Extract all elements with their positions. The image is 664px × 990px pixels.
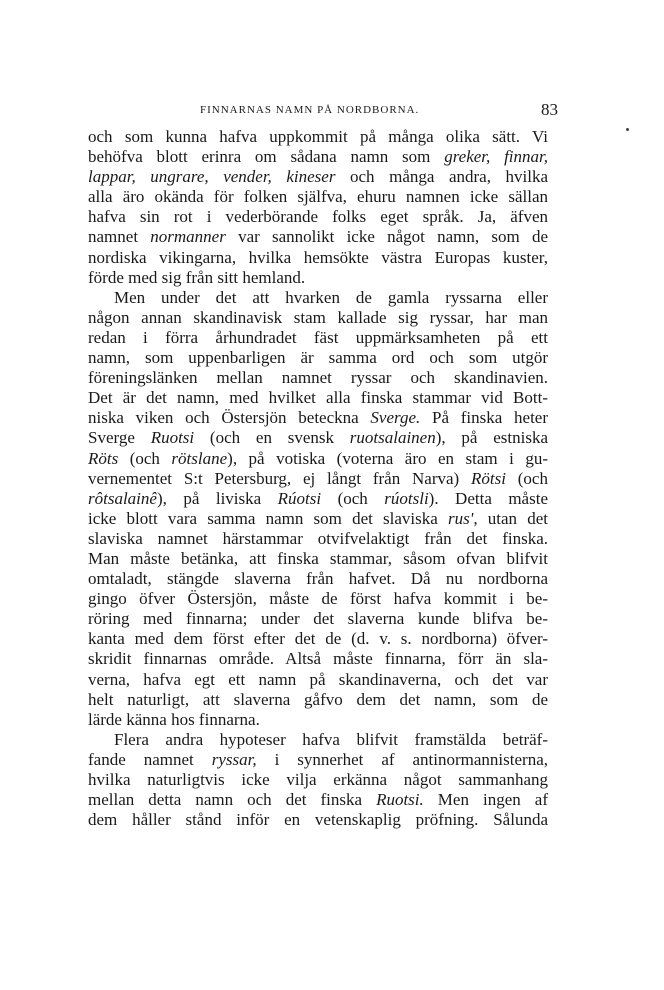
italic-term: rúotsli — [384, 488, 429, 508]
text-run: kanta med dem först efter det de (d. v. s. nordborna) öfver- — [88, 629, 548, 649]
text-run: hafva sin rot i vederbörande folks eget språk. Ja, äfven — [88, 207, 548, 227]
text-line — [88, 449, 548, 469]
text-run: gingo öfver Östersjön, måste de först hafva kommit i be- — [88, 589, 548, 609]
text-line — [88, 268, 548, 288]
text-line — [88, 328, 548, 348]
text-run: Man måste betänka, att finska stammar, såsom ofvan blifvit — [88, 548, 548, 568]
text-line — [88, 187, 548, 207]
body-text — [88, 127, 548, 830]
text-run: var sannolikt icke något namn, som de — [225, 227, 548, 247]
text-run: fande namnet — [88, 749, 212, 769]
text-line — [88, 810, 548, 830]
italic-term: normanner — [150, 227, 226, 247]
text-line — [88, 589, 548, 609]
text-run: namnet — [88, 227, 151, 247]
text-line — [88, 690, 548, 710]
text-run: ), på liviska — [156, 488, 278, 508]
text-run: helt naturligt, att slaverna gåfvo dem det namn, som de — [88, 689, 548, 709]
text-line — [88, 308, 548, 328]
italic-term: rus' — [447, 508, 474, 528]
text-run: och många andra, hvilka — [335, 167, 548, 187]
text-line — [88, 207, 548, 227]
italic-term: rôtsalainê — [88, 488, 157, 508]
italic-term: Ruotsi. — [376, 790, 424, 810]
italic-term: Ruotsi — [150, 428, 195, 448]
text-run: verna, hafva egt ett namn på skandinaverna, och det var — [88, 669, 548, 689]
text-run: nordiska vikingarna, hvilka hemsökte västra Europas kuster, — [88, 247, 548, 267]
text-line — [88, 730, 548, 750]
text-line — [88, 248, 548, 268]
text-line — [88, 368, 548, 388]
text-run: På finska heter — [420, 408, 549, 428]
text-run: , utan det — [473, 508, 548, 528]
text-line — [88, 509, 548, 529]
text-run: röring med finnarna; under det slaverna kunde blifva be- — [88, 609, 548, 629]
text-line — [88, 790, 548, 810]
running-head: FINNARNAS NAMN PÅ NORDBORNA. — [200, 104, 420, 116]
text-run: Men ingen af — [423, 790, 548, 810]
text-run: slaviska namnet härstammar otvifvelaktigt från det finska. — [88, 528, 548, 548]
text-line — [88, 227, 548, 247]
text-run: (och en svensk — [194, 428, 350, 448]
text-run: dem håller stånd inför en vetenskaplig pröfning. Sålunda — [88, 810, 548, 830]
italic-term: Sverge. — [370, 408, 421, 428]
text-line — [88, 569, 548, 589]
text-run: hvilka naturligtvis icke vilja erkänna något sammanhang — [88, 770, 548, 789]
italic-term: Rötsi — [471, 468, 506, 488]
italic-term: ryssar, — [211, 749, 257, 769]
text-run: alla äro okända för folken själfva, ehuru namnen icke sällan — [88, 187, 548, 207]
text-line — [88, 127, 548, 147]
italic-term: ruotsalainen — [349, 428, 436, 448]
text-line — [88, 710, 548, 730]
text-run: namn, som uppenbarligen är samma ord och som utgör — [88, 348, 548, 368]
text-line — [88, 649, 548, 669]
text-run: icke blott vara samma namn som det slaviska — [88, 508, 448, 528]
text-line — [88, 770, 548, 790]
text-run: niska viken och Östersjön beteckna — [88, 408, 371, 428]
text-run: förde med sig från sitt hemland. — [88, 267, 306, 287]
text-line — [88, 629, 548, 649]
text-line — [88, 670, 548, 690]
text-run: i synnerhet af antinormannisterna, — [256, 749, 548, 769]
text-run: ), på estniska — [435, 428, 549, 448]
text-run: omtaladt, stängde slaverna från hafvet. Då nu nordborna — [88, 569, 548, 589]
text-run: (och — [505, 468, 548, 488]
text-line — [88, 428, 548, 448]
italic-term: rötslane — [171, 448, 228, 468]
text-run: Sverge — [88, 428, 151, 448]
page-number: 83 — [541, 100, 558, 119]
text-run: Det är det namn, med hvilket alla finska stammar vid Bott- — [88, 388, 548, 408]
text-run: skridit finnarnas område. Altså måste finnarna, förr än sla- — [88, 649, 548, 669]
text-run: Men under det att hvarken de gamla ryssarna eller — [114, 287, 548, 307]
text-line — [88, 750, 548, 770]
text-run: föreningslänken mellan namnet ryssar och skandinavien. — [88, 368, 548, 388]
text-run: Flera andra hypoteser hafva blifvit framstälda beträf- — [114, 729, 548, 749]
italic-term: greker, finnar, — [444, 147, 549, 167]
text-line — [88, 609, 548, 629]
italic-term: lappar, ungrare, vender, kineser — [88, 167, 336, 187]
text-line — [88, 549, 548, 569]
ink-speck — [626, 128, 629, 131]
italic-term: Rúotsi — [277, 488, 322, 508]
text-run: någon annan skandinavisk stam kallade sig ryssar, har man — [88, 307, 548, 327]
text-run: ). Detta måste — [428, 488, 548, 508]
text-line — [88, 348, 548, 368]
text-run: (och — [321, 488, 385, 508]
text-line — [88, 167, 548, 187]
text-run: lärde känna hos finnarna. — [88, 709, 260, 729]
text-run: behöfva blott erinra om sådana namn som — [88, 147, 445, 167]
text-line — [88, 388, 548, 408]
text-line — [88, 408, 548, 428]
text-line — [88, 489, 548, 509]
text-line — [88, 288, 548, 308]
text-run: vernementet S:t Petersburg, ej långt från Narva) — [88, 468, 472, 488]
text-run: (och — [118, 448, 172, 468]
text-run: mellan detta namn och det finska — [88, 790, 377, 810]
text-run: ), på votiska (voterna äro en stam i gu- — [227, 448, 548, 468]
italic-term: Röts — [88, 448, 119, 468]
text-line — [88, 469, 548, 489]
text-run: redan i förra århundradet fäst uppmärksamheten på ett — [88, 327, 548, 347]
text-run: och som kunna hafva uppkommit på många olika sätt. Vi — [88, 127, 548, 146]
text-line — [88, 147, 548, 167]
text-line — [88, 529, 548, 549]
